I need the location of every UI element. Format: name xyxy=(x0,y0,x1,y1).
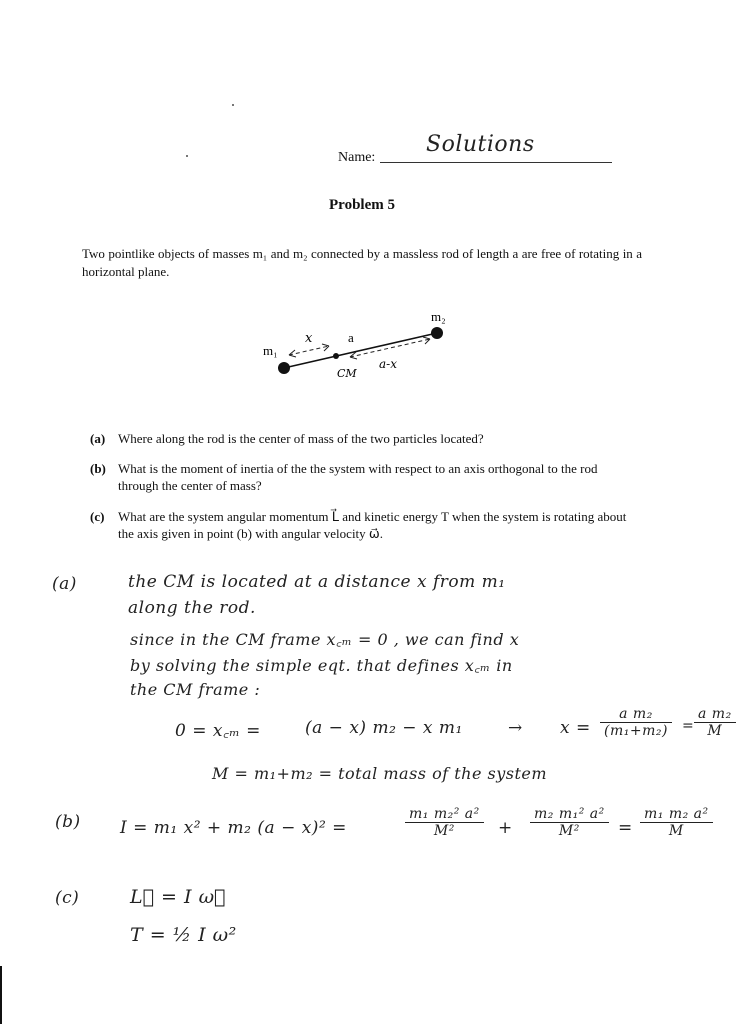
label-m1: m₁ xyxy=(263,343,278,358)
question-label: (a) xyxy=(90,431,106,446)
solution-a-line4: by solving the simple eqt. that defines x꜀ₘ in xyxy=(130,656,513,675)
question-c xyxy=(90,508,645,542)
mass-m1-dot xyxy=(278,362,290,374)
solution-a-line3: since in the CM frame x꜀ₘ = 0 , we can find x xyxy=(130,630,520,649)
scan-speck xyxy=(186,155,188,157)
solution-a-line2: along the rod. xyxy=(128,598,256,618)
fraction-denominator: M² xyxy=(558,823,580,839)
scan-speck xyxy=(232,104,234,106)
question-text: What are the system angular momentum L⃗ and kinetic energy T when the system is rotating about the axis given in point (b) with angular velocity ω⃗. xyxy=(118,509,627,541)
fraction-denominator: (m₁+m₂) xyxy=(604,723,668,739)
problem-intro: Two pointlike objects of masses m₁ and m₂ connected by a massless rod of length a are free of rotating in a horizontal plane. xyxy=(82,246,642,279)
fraction-denominator: M xyxy=(707,723,723,739)
x-arrowhead-right xyxy=(322,344,329,351)
solution-a-line1: the CM is located at a distance x from m₁ xyxy=(128,572,506,592)
question-label: (b) xyxy=(90,461,106,476)
scan-edge-bar xyxy=(0,966,2,1024)
name-label: Name: xyxy=(338,150,376,165)
solution-a-eq-mid: (a − x) m₂ − x m₁ xyxy=(305,718,463,738)
solution-b-eq-lhs: I = m₁ x² + m₂ (a − x)² = xyxy=(120,818,347,838)
question-label: (c) xyxy=(90,509,105,524)
solution-a-x-equals: x = xyxy=(560,718,591,738)
question-b xyxy=(90,460,645,494)
a-minus-x-arrowhead-right xyxy=(423,337,430,344)
solution-b-plus: + xyxy=(498,818,513,838)
solution-b-equals: = xyxy=(618,818,633,838)
fraction-numerator: a m₂ xyxy=(694,706,736,723)
label-a-minus-x: a-x xyxy=(379,357,397,371)
question-text: Where along the rod is the center of mass of the two particles located? xyxy=(118,431,484,446)
fraction-numerator: m₂ m₁² a² xyxy=(530,806,609,823)
label-m2: m₂ xyxy=(431,309,446,324)
solution-b-fraction-3 xyxy=(640,806,713,839)
solution-a-eq-lhs: 0 = x꜀ₘ = xyxy=(175,721,261,741)
mass-m2-dot xyxy=(431,327,443,339)
solution-a-fraction-2 xyxy=(694,706,736,739)
name-value: Solutions xyxy=(426,132,535,157)
label-cm: CM xyxy=(337,367,357,380)
question-text: What is the moment of inertia of the the system with respect to an axis orthogonal to the rod through the center of mass? xyxy=(118,461,598,493)
solution-a-total-mass: M = m₁+m₂ = total mass of the system xyxy=(212,764,548,783)
problem-title: Problem 5 xyxy=(329,197,395,213)
fraction-numerator: a m₂ xyxy=(600,706,672,723)
solution-a-fraction-1 xyxy=(600,706,672,739)
solution-b-label: (b) xyxy=(55,812,81,832)
solution-b-fraction-2 xyxy=(530,806,609,839)
fraction-numerator: m₁ m₂² a² xyxy=(405,806,484,823)
solution-c-line2: T = ½ I ω² xyxy=(130,924,237,946)
a-minus-x-dashed-arrow xyxy=(350,339,430,357)
fraction-denominator: M xyxy=(668,823,684,839)
solution-a-arrow: → xyxy=(508,718,523,738)
x-arrowhead-left xyxy=(289,350,296,357)
solution-a-line5: the CM frame : xyxy=(130,680,261,699)
center-of-mass-dot xyxy=(333,353,339,359)
fraction-denominator: M² xyxy=(433,823,455,839)
solution-c-line1: L⃗ = I ω⃗ xyxy=(130,886,226,908)
rod-diagram xyxy=(255,305,475,395)
name-underline xyxy=(380,162,612,163)
label-a: a xyxy=(348,330,354,345)
solution-a-equals: = xyxy=(682,718,695,734)
solution-a-label: (a) xyxy=(52,574,77,594)
fraction-numerator: m₁ m₂ a² xyxy=(640,806,713,823)
solution-b-fraction-1 xyxy=(405,806,484,839)
solution-c-label: (c) xyxy=(55,888,80,908)
question-a xyxy=(90,430,645,447)
label-x: x xyxy=(305,331,313,346)
